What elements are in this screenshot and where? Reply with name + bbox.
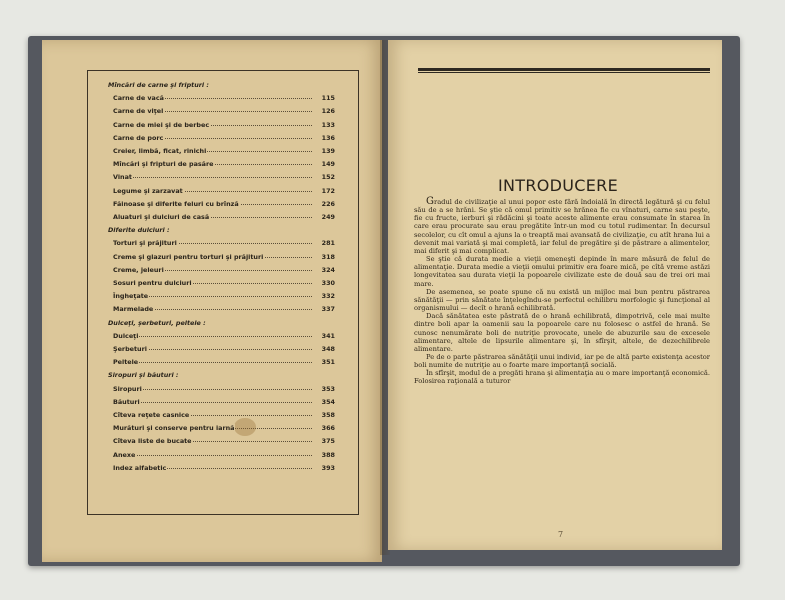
left-page xyxy=(42,40,382,562)
toc-leader-dots xyxy=(112,402,312,403)
toc-entry-title: Creier, limbă, ficat, rinichi xyxy=(113,147,207,155)
toc-entry xyxy=(112,345,336,355)
toc-entry xyxy=(112,160,336,170)
toc-entry xyxy=(112,424,336,434)
toc-entry-title: Cîteva reţete casnice xyxy=(113,411,190,419)
toc-entry xyxy=(112,173,336,183)
toc-entry-page: 172 xyxy=(321,186,335,195)
toc-entry-title: Cîteva liste de bucate xyxy=(113,437,192,446)
toc-entry-title: Murături şi conserve pentru iarnă xyxy=(113,424,235,433)
toc-entry xyxy=(112,134,336,144)
toc-entry-page: 115 xyxy=(321,94,335,103)
toc-entry xyxy=(112,107,336,117)
toc-entry xyxy=(112,266,336,276)
toc-entry-page: 353 xyxy=(321,384,335,393)
toc-entry-page: 375 xyxy=(321,437,335,446)
toc-entry-page: 281 xyxy=(321,239,335,248)
toc-entry-title: Indez alfabetic xyxy=(113,463,167,472)
toc-leader-dots xyxy=(112,362,312,363)
toc-entry-page: 330 xyxy=(321,279,335,287)
toc-entry-title: Torturi şi prăjituri xyxy=(113,239,177,248)
toc-entry xyxy=(112,279,336,289)
toc-entry-title: Siropuri xyxy=(113,384,142,393)
toc-entry-page: 332 xyxy=(321,292,335,301)
toc-entry-page: 354 xyxy=(321,397,335,406)
toc-entry-page: 149 xyxy=(321,160,335,169)
toc-leader-dots xyxy=(112,177,312,178)
toc-entry-page: 226 xyxy=(321,199,335,208)
toc-entry-title: Legume şi zarzavat xyxy=(113,186,183,195)
toc-entry-page: 126 xyxy=(321,107,335,116)
header-rule-thin xyxy=(418,72,710,73)
toc-entry xyxy=(112,358,336,368)
header-rule xyxy=(418,68,710,71)
toc-entry xyxy=(112,464,336,474)
right-page xyxy=(388,40,722,550)
body-paragraph: Pe de o parte păstrarea sănătăţii unui individ, iar pe de altă parte existenţa acestor boli numite de nutriţie au o foarte mare importanţă socială. xyxy=(414,352,710,370)
toc-entry-page: 358 xyxy=(321,411,335,419)
toc-entry-title: Dulceţi xyxy=(113,331,139,340)
toc-entry-title: Îngheţate xyxy=(113,292,149,301)
toc-entry-page: 249 xyxy=(321,213,335,221)
toc-entry-title: Sosuri pentru dulciuri xyxy=(113,279,192,287)
toc-entry-page: 133 xyxy=(321,120,335,129)
body-paragraph: În sfîrşit, modul de a pregăti hrana şi alimentaţia au o mare importanţă economică. Folosirea raţională a tuturor xyxy=(414,369,710,386)
toc-entry-title: Şerbeturi xyxy=(113,345,147,353)
toc-entry xyxy=(112,253,336,263)
toc-entry-title: Carne de porc xyxy=(113,133,164,142)
toc-entry-title: Creme, jeleuri xyxy=(113,265,164,274)
toc-entry xyxy=(112,437,336,447)
body-text xyxy=(414,198,710,386)
toc-entry xyxy=(112,200,336,210)
toc-entry-title: Anexe xyxy=(113,450,136,459)
toc-entry xyxy=(112,187,336,197)
toc-entry-title: Peltele xyxy=(113,358,139,367)
toc-entry-page: 139 xyxy=(321,147,335,155)
toc-entry-page: 337 xyxy=(321,305,335,314)
toc-entry xyxy=(112,411,336,421)
toc-frame xyxy=(87,70,359,515)
body-paragraph: Se ştie că durata medie a vieţii omeneşti depinde în mare măsură de felul de alimentaţie. Durata medie a vieţii omului primitiv era foare mică, pe cîtă vreme astăzi longevitatea sau durata vieţii la popoarele civilizate este de două sau de trei ori mai mare. xyxy=(414,255,710,288)
toc-entry-page: 366 xyxy=(321,424,335,433)
toc-entry-page: 136 xyxy=(321,133,335,142)
toc-entry-title: Aluaturi şi dulciuri de casă xyxy=(113,213,210,221)
toc-entry-page: 318 xyxy=(321,252,335,261)
toc-entry-title: Creme şi glazuri pentru torturi şi prăjituri xyxy=(113,252,264,261)
body-paragraph: Dacă sănătatea este păstrată de o hrană echilibrată, dimpotrivă, cele mai multe dintre boli apar la oamenii sau la popoarele care nu folosesc o astfel de hrană. Se cunosc nenumărate boli de nutriţie provocate, unele de abuzurile sau de excesele alimentare, altele de lipsurile alimentare şi, în sfîrşit, altele, de dezechilibrele alimentare. xyxy=(414,312,710,353)
toc-entry-title: Făinoase şi diferite feluri cu brînză xyxy=(113,199,239,208)
toc-entry xyxy=(112,451,336,461)
toc-entry-title: Carne de miei şi de berbec xyxy=(113,120,210,129)
toc-entry xyxy=(112,147,336,157)
toc-entry-page: 152 xyxy=(321,173,335,182)
toc-entry-title: Carne de vacă xyxy=(113,94,164,103)
toc-entry xyxy=(112,213,336,223)
toc-entry-title: Mîncări şi fripturi de pasăre xyxy=(113,160,214,169)
body-paragraph: Gradul de civilizaţie al unui popor este fără îndoială în directă legătură şi cu felul său de a se hrăni. Se ştie că omul primitiv se hrănea fie cu vînaturi, carne sau peşte, fie cu fructe, ierburi şi rădăcini şi toate aceste alimente erau consumate în starea în care erau procurate sau erau pregătite într-un mod cu totul rudimentar. În decursul secolelor, cu cît omul a ajuns la o treaptă mai avansată de civilizaţie, cu atît hrana lui a devenit mai variată şi mai completă, iar felul de pregătire şi de păstrare a alimentelor, mai diferit şi mai complicat. xyxy=(414,196,710,255)
toc-entry xyxy=(112,94,336,104)
toc-entry-page: 393 xyxy=(321,463,335,472)
toc-section-heading: Mîncări de carne şi fripturi : xyxy=(108,81,209,89)
toc-entry xyxy=(112,398,336,408)
toc-entry xyxy=(112,121,336,131)
chapter-title: INTRODUCERE xyxy=(498,176,619,195)
toc-section-heading: Diferite dulciuri : xyxy=(108,226,170,235)
page-number: 7 xyxy=(558,530,564,539)
toc-entry xyxy=(112,305,336,315)
toc-leader-dots xyxy=(112,455,312,456)
toc-entry xyxy=(112,239,336,249)
toc-entry-page: 348 xyxy=(321,345,335,353)
body-paragraph: De asemenea, se poate spune că nu există un mijloc mai bun pentru păstrarea sănătăţii — prin sănătate înţelegîndu-se perfectul echilibru morfologic şi funcţional al organismului — decît o hrană echilibrată. xyxy=(414,287,710,313)
page-stain xyxy=(234,418,256,436)
toc-entry-title: Băuturi xyxy=(113,397,140,406)
toc-leader-dots xyxy=(112,336,312,337)
toc-entry xyxy=(112,385,336,395)
toc-entry xyxy=(112,332,336,342)
toc-section-heading: Dulceţi, şerbeturi, peltele : xyxy=(108,318,206,327)
toc-entry-title: Vinat xyxy=(113,173,132,182)
toc-entry-title: Marmelade xyxy=(113,305,154,314)
toc-entry-page: 388 xyxy=(321,450,335,459)
toc-entry-page: 351 xyxy=(321,358,335,367)
toc-entry xyxy=(112,292,336,302)
toc-section-heading: Siropuri şi băuturi : xyxy=(108,371,179,380)
toc-entry-title: Carne de viţel xyxy=(113,107,164,116)
toc-entry-page: 324 xyxy=(321,265,335,274)
toc-entry-page: 341 xyxy=(321,331,335,340)
